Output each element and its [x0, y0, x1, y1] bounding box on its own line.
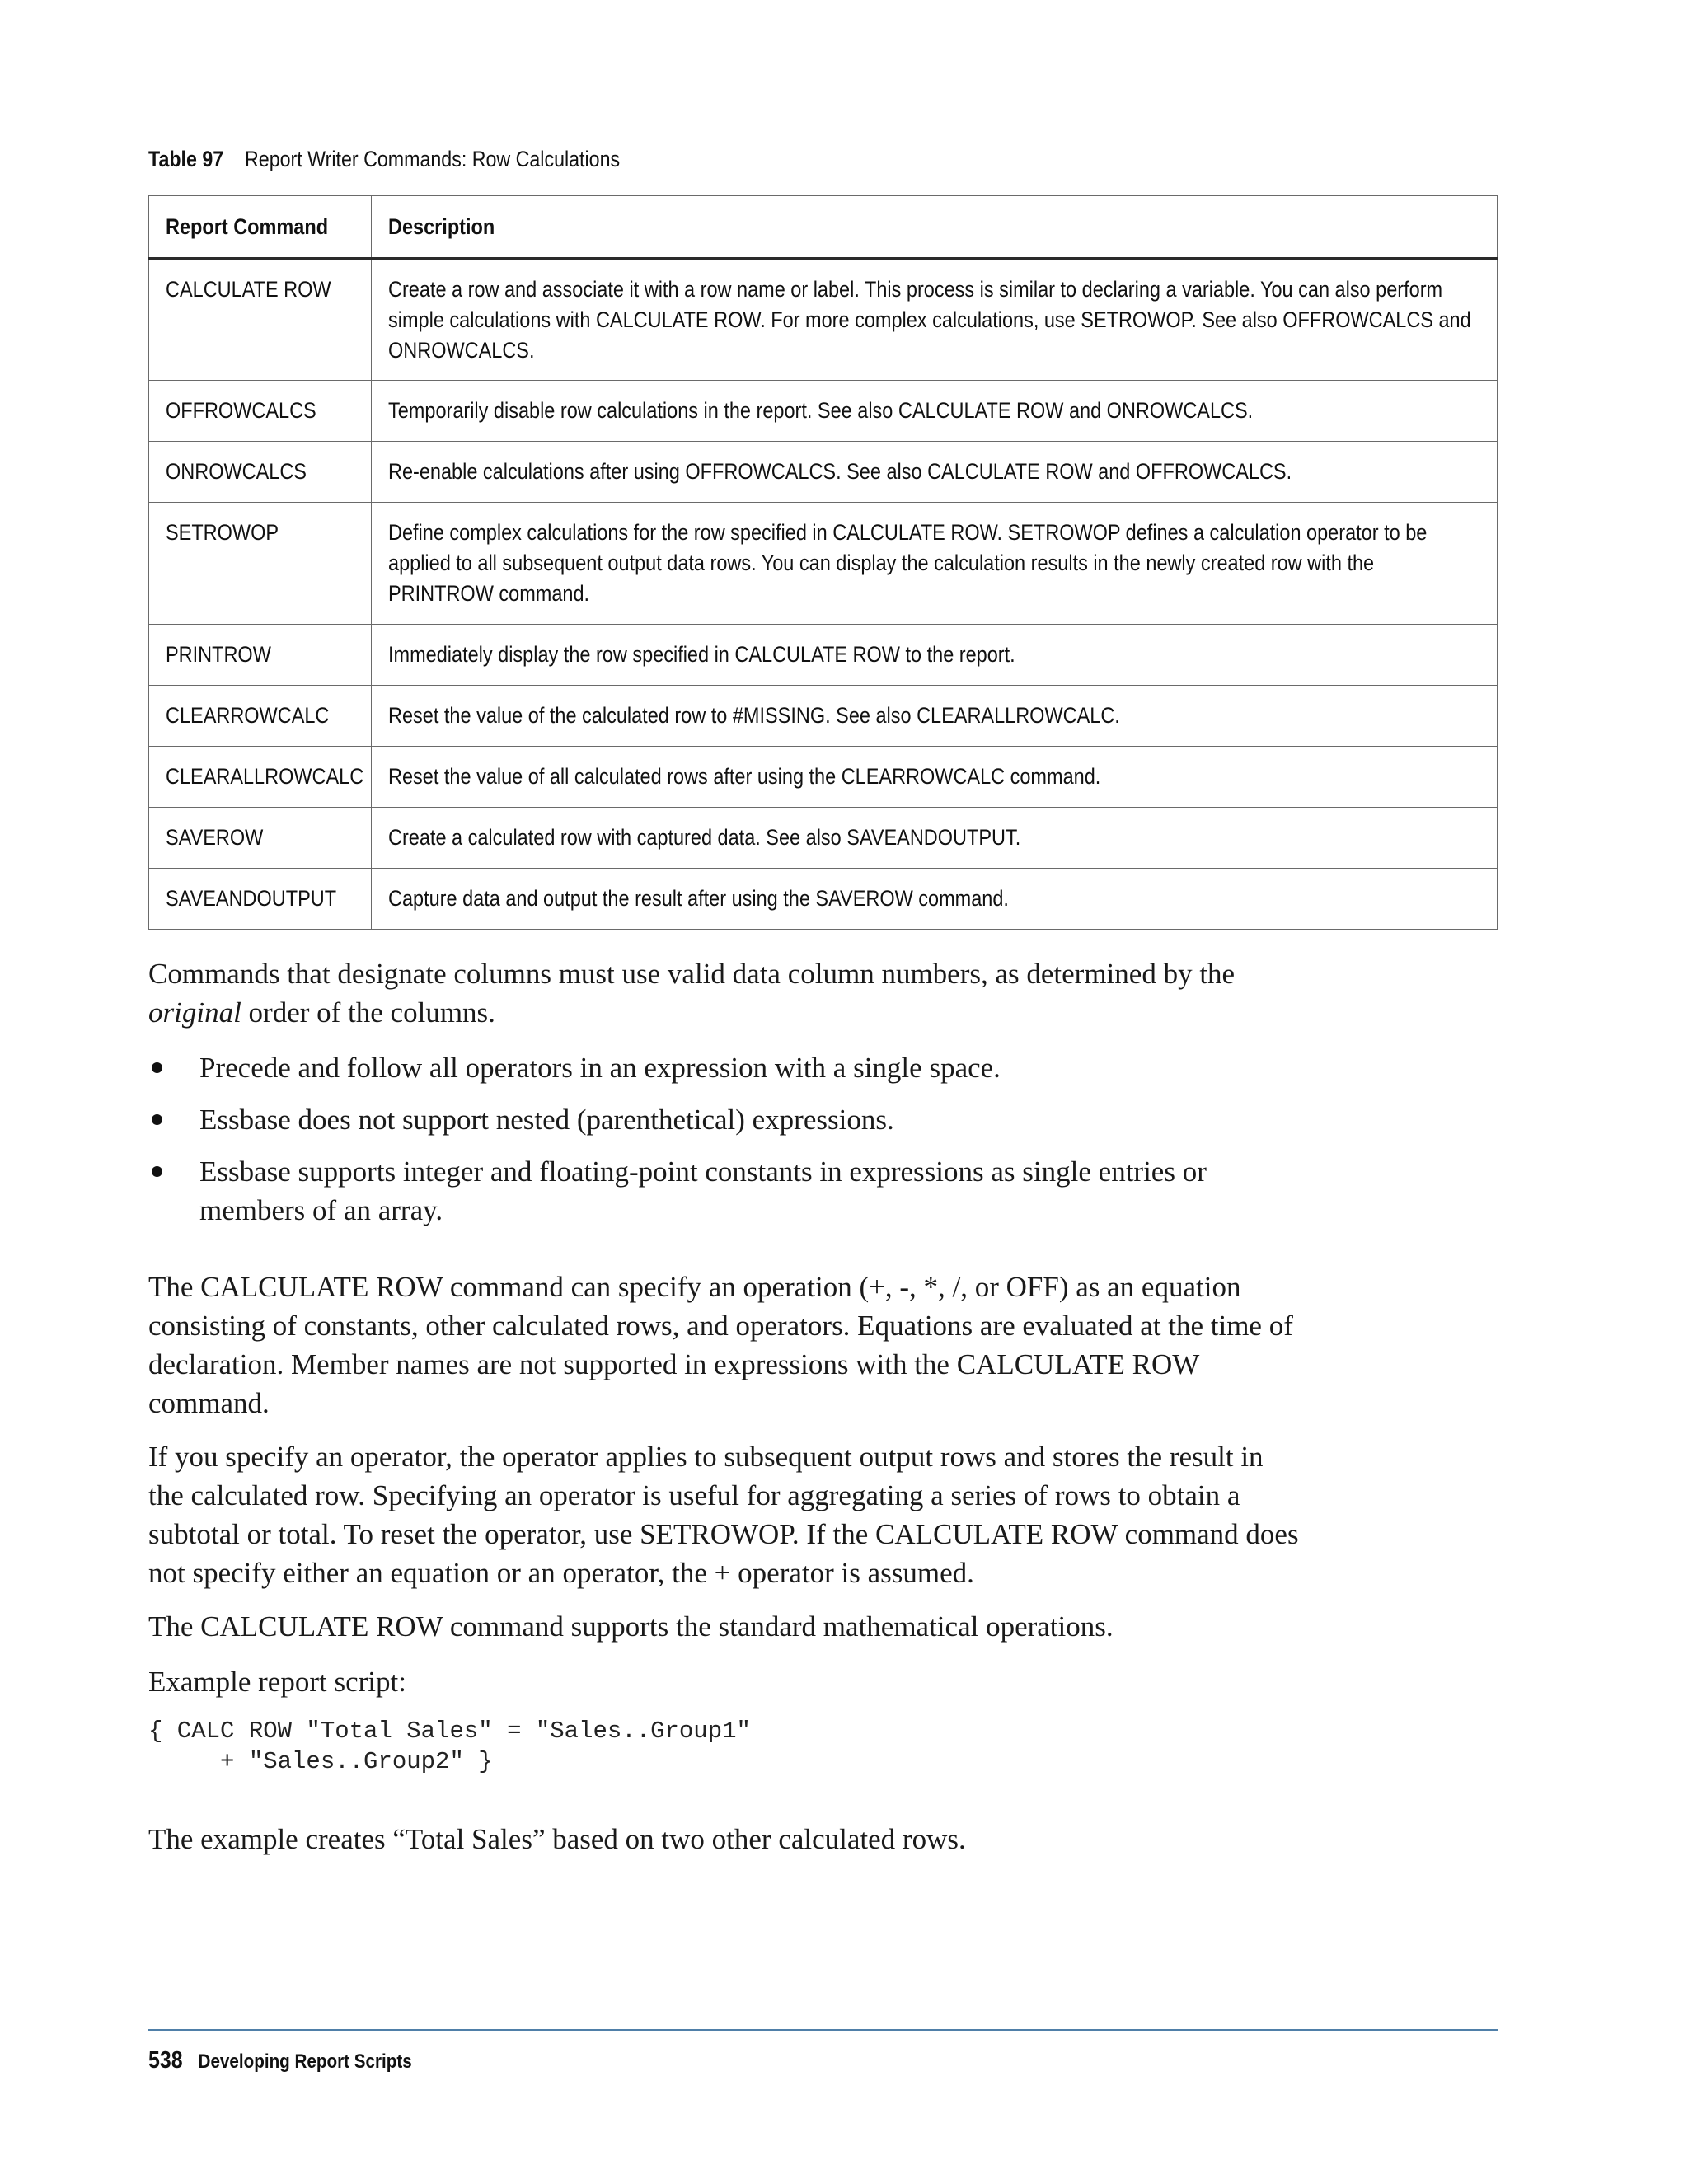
list-item: Precede and follow all operators in an expression with a single space.	[148, 1048, 1302, 1087]
command-cell: SAVEANDOUTPUT	[149, 869, 372, 930]
section-title: Developing Report Scripts	[198, 2050, 412, 2073]
code-line: + "Sales..Group2" }	[148, 1748, 493, 1775]
table-caption	[148, 147, 620, 172]
page-number: 538	[148, 2047, 183, 2074]
description-cell: Re-enable calculations after using OFFROWCALCS. See also CALCULATE ROW and OFFROWCALCS.	[372, 442, 1498, 503]
footer-divider	[148, 2029, 1498, 2031]
column-header-description: Description	[372, 196, 1498, 259]
table-row	[149, 381, 1498, 442]
bullet-icon	[152, 1114, 162, 1125]
list-item: Essbase does not support nested (parenthetical) expressions.	[148, 1100, 1302, 1139]
table-header-row	[149, 196, 1498, 259]
emphasis-original: original	[148, 996, 241, 1029]
command-cell: ONROWCALCS	[149, 442, 372, 503]
column-header-command: Report Command	[149, 196, 372, 259]
paragraph-example-label: Example report script:	[148, 1666, 406, 1698]
description-cell: Temporarily disable row calculations in the report. See also CALCULATE ROW and ONROWCALCS.	[372, 381, 1498, 442]
command-cell: CLEARROWCALC	[149, 686, 372, 747]
description-cell: Immediately display the row specified in CALCULATE ROW to the report.	[372, 625, 1498, 686]
table-number: Table 97	[148, 147, 224, 171]
table-row	[149, 625, 1498, 686]
example-code-block	[148, 1716, 751, 1777]
table-title: Report Writer Commands: Row Calculations	[245, 147, 621, 171]
paragraph-calculate-row: The CALCULATE ROW command can specify an operation (+, -, *, /, or OFF) as an equation consisting of constants, other calculated rows, and operators. Equations are evaluated at the time of declaration. Member names are not supported in expressions with the CALCULATE ROW command.	[148, 1271, 1293, 1419]
table-row	[149, 259, 1498, 381]
description-cell: Define complex calculations for the row specified in CALCULATE ROW. SETROWOP defines a calculation operator to be applied to all subsequent output data rows. You can display the calculation results in the newly created row with the PRINTROW command.	[372, 503, 1498, 625]
table-row	[149, 686, 1498, 747]
code-line: { CALC ROW "Total Sales" = "Sales..Group1"	[148, 1718, 751, 1745]
intro-paragraph: Commands that designate columns must use valid data column numbers, as determined by the original order of the columns.	[148, 958, 1236, 1029]
list-item: Essbase supports integer and floating-point constants in expressions as single entries or members of an array.	[148, 1152, 1302, 1230]
bullet-icon	[152, 1062, 162, 1073]
command-cell: OFFROWCALCS	[149, 381, 372, 442]
description-cell: Create a row and associate it with a row name or label. This process is similar to declaring a variable. You can also perform simple calculations with CALCULATE ROW. For more complex calculations, use SETROWOP. See also OFFROWCALCS and ONROWCALCS.	[372, 259, 1498, 381]
command-cell: CLEARALLROWCALC	[149, 747, 372, 808]
paragraph-example-result: The example creates “Total Sales” based on two other calculated rows.	[148, 1823, 966, 1855]
bullet-icon	[152, 1166, 162, 1177]
description-cell: Create a calculated row with captured data. See also SAVEANDOUTPUT.	[372, 808, 1498, 869]
command-cell: SAVEROW	[149, 808, 372, 869]
report-commands-table	[148, 195, 1498, 930]
command-cell: PRINTROW	[149, 625, 372, 686]
paragraph-operator: If you specify an operator, the operator applies to subsequent output rows and stores the result in the calculated row. Specifying an operator is useful for aggregating a series of rows to obtain a subtotal or total. To reset the operator, use SETROWOP. If the CALCULATE ROW command does not specify either an equation or an operator, the + operator is assumed.	[148, 1441, 1299, 1589]
table-row	[149, 442, 1498, 503]
description-cell: Reset the value of all calculated rows after using the CLEARROWCALC command.	[372, 747, 1498, 808]
description-cell: Reset the value of the calculated row to #MISSING. See also CLEARALLROWCALC.	[372, 686, 1498, 747]
bullet-list	[148, 1048, 1302, 1230]
table-row	[149, 503, 1498, 625]
command-cell: CALCULATE ROW	[149, 259, 372, 381]
page-footer	[148, 2047, 412, 2074]
command-cell: SETROWOP	[149, 503, 372, 625]
table-row	[149, 808, 1498, 869]
table-row	[149, 747, 1498, 808]
paragraph-operations: The CALCULATE ROW command supports the standard mathematical operations.	[148, 1610, 1114, 1643]
table-row	[149, 869, 1498, 930]
description-cell: Capture data and output the result after using the SAVEROW command.	[372, 869, 1498, 930]
